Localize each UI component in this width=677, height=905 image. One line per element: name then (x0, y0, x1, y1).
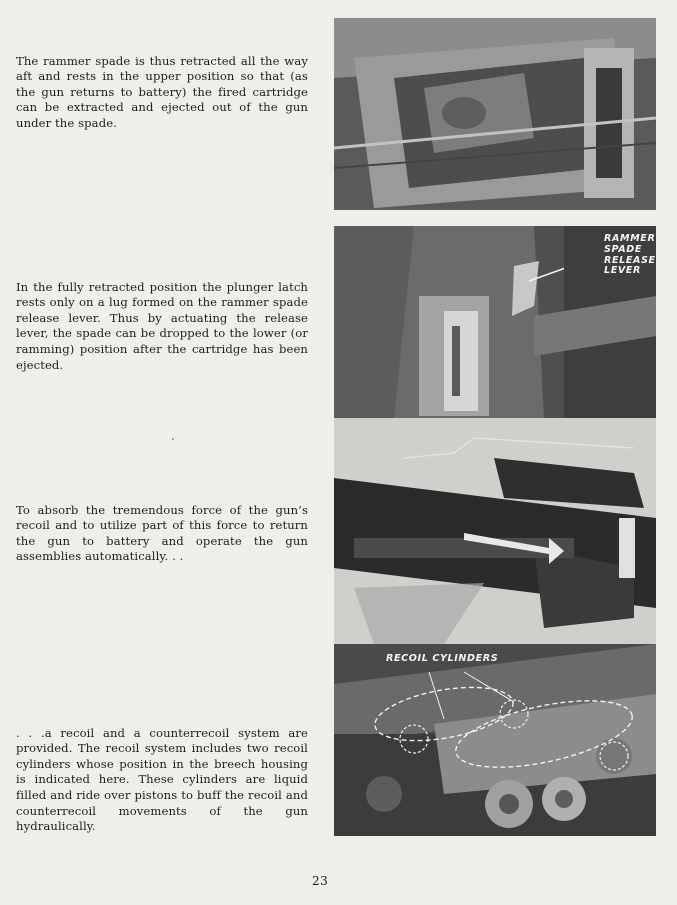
paragraph-plunger-latch: In the fully retracted position the plunger latch rests only on a lug formed on the rammer spade release lever. Thus by actuating the release lever, the spade can be dropped to the lower (or ramming) position after the cartridge has been ejected. (16, 279, 308, 372)
page-number: 23 (312, 874, 329, 888)
photo-recoil-cutaway (334, 418, 656, 644)
paragraph-recoil-force: To absorb the tremendous force of the gun’s recoil and to utilize part of this force to return the gun to battery and operate the gun assemblies automatically. . . (16, 502, 308, 564)
photo-rammer-spade-release-lever (334, 226, 656, 418)
photo-rammer-spade-retracted (334, 18, 656, 210)
recoil-cylinders-label: RECOIL CYLINDERS (386, 653, 499, 664)
photo-recoil-cylinders (334, 644, 656, 836)
print-speck (172, 438, 174, 440)
rammer-spade-release-lever-label: RAMMER SPADE RELEASE LEVER (604, 233, 656, 277)
paragraph-recoil-system: . . .a recoil and a counterrecoil system are provided. The recoil system includes two recoil cylinders whose position in the breech housing is indicated here. These cylinders are liquid filled and ride over pistons to buff the recoil and counterrecoil movements of the gun hydraulically. (16, 725, 308, 834)
paragraph-rammer-retracted: The rammer spade is thus retracted all the way aft and rests in the upper position so that (as the gun returns to battery) the fired cartridge can be extracted and ejected out of the gun under the spade. (16, 53, 308, 130)
